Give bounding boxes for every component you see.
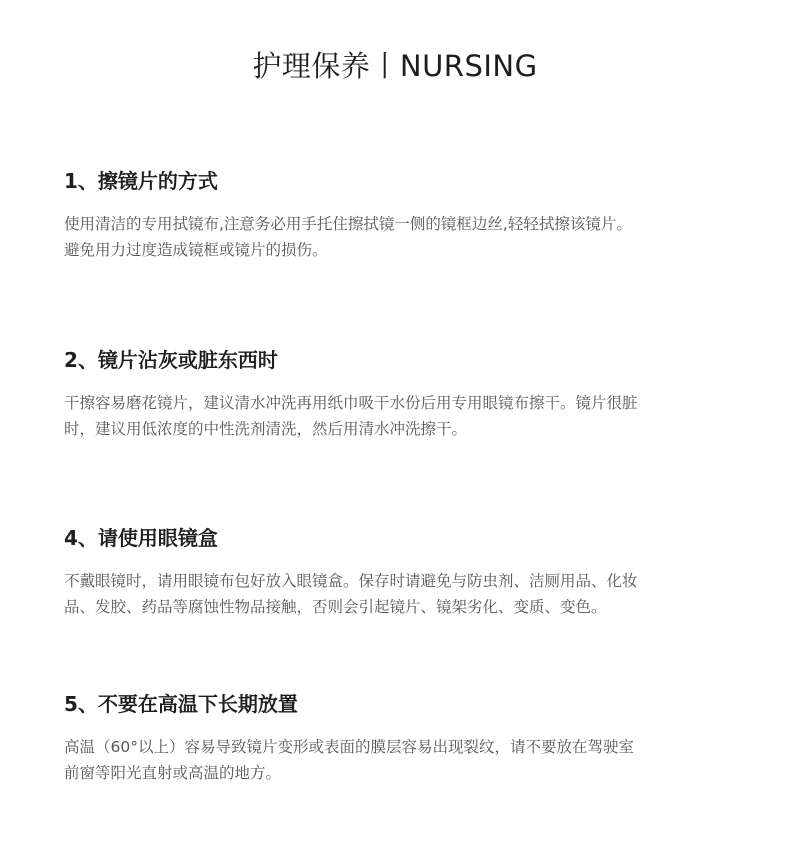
section-glasses-case [64,524,754,620]
body-line: 高温（60°以上）容易导致镜片变形或表面的膜层容易出现裂纹，请不要放在驾驶室 [64,738,634,756]
page-title: 护理保养丨NURSING [252,49,538,83]
section-body [64,568,754,620]
body-line: 避免用力过度造成镜框或镜片的损伤。 [64,241,328,259]
section-cleaning-lens [64,167,754,263]
section-dusty-lens [64,346,754,442]
body-line: 前窗等阳光直射或高温的地方。 [64,764,282,782]
body-line: 品、发胶、药品等腐蚀性物品接触，否则会引起镜片、镜架劣化、变质、变色。 [64,598,607,616]
section-heading: 5、不要在高温下长期放置 [64,692,298,716]
section-body [64,734,754,786]
section-high-temperature [64,690,754,786]
body-line: 使用清洁的专用拭镜布,注意务必用手托住擦拭镜一侧的镜框边丝,轻轻拭擦该镜片。 [64,215,632,233]
section-body [64,211,754,263]
section-heading: 1、擦镜片的方式 [64,169,218,193]
section-heading: 4、请使用眼镜盒 [64,526,218,550]
section-heading: 2、镜片沾灰或脏东西时 [64,348,278,372]
body-line: 时，建议用低浓度的中性洗剂清洗，然后用清水冲洗擦干。 [64,420,468,438]
section-body [64,390,754,442]
body-line: 干擦容易磨花镜片，建议清水冲洗再用纸巾吸干水份后用专用眼镜布擦干。镜片很脏 [64,394,638,412]
body-line: 不戴眼镜时，请用眼镜布包好放入眼镜盒。保存时请避免与防虫剂、洁厕用品、化妆 [64,572,638,590]
